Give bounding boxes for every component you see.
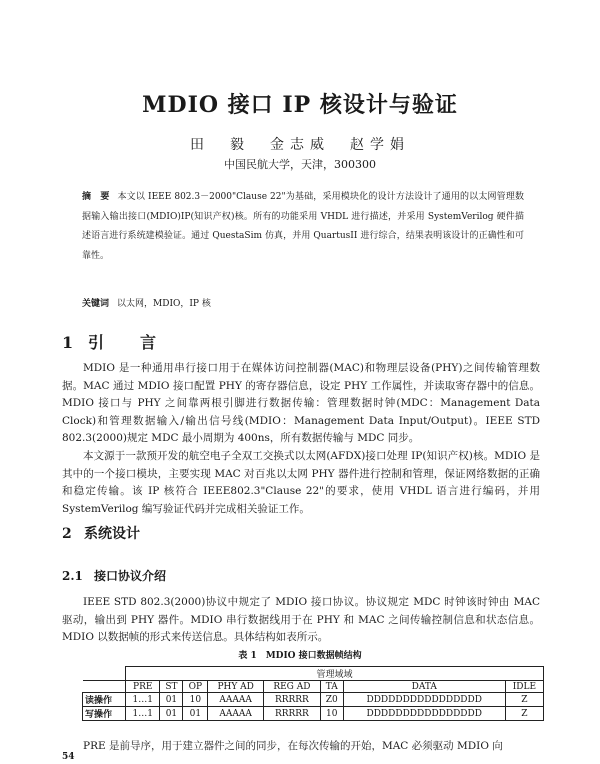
bottom-paragraph: PRE 是前导序，用于建立器件之间的同步，在每次传输的开始，MAC 必须驱动 MDIO 向 (83, 740, 503, 752)
table-header: OP (183, 681, 208, 693)
table-group-header-row (83, 667, 544, 681)
section-1-title: 引 言 (88, 333, 167, 352)
section-1-number: 1 (62, 333, 74, 352)
table-row (83, 693, 544, 707)
table-row-label: 写操作 (83, 707, 126, 721)
table-header: DATA (343, 681, 505, 693)
page-number: 54 (62, 752, 75, 762)
section-2-number: 2 (62, 526, 72, 542)
paper-title: MDIO 接口 IP 核设计与验证 (142, 92, 458, 118)
table-header: REG AD (264, 681, 321, 693)
table-cell: 1…1 (126, 707, 160, 721)
section-1-heading (62, 330, 166, 353)
table-cell: RRRRR (264, 707, 321, 721)
table-cell: AAAAA (208, 707, 264, 721)
section-2-1-heading (62, 567, 166, 584)
table-cell: DDDDDDDDDDDDDDDD (343, 707, 505, 721)
table-cell: Z0 (320, 693, 343, 707)
table-cell: RRRRR (264, 693, 321, 707)
table-header: IDLE (505, 681, 543, 693)
table-header-row (83, 681, 544, 693)
abstract (82, 188, 524, 266)
mdio-frame-table (82, 666, 544, 721)
abstract-text: 本文以 IEEE 802.3－2000"Clause 22"为基础，采用模块化的设计方法设计了通用的以太网管理数据输入输出接口(MDIO)IP(知识产权)核。所有的功能采用 VHDL 进行描述，并采用 SystemVerilog 硬件描述语言进行系统建模验证。通过 QuestaSim 仿真，并用 QuartusII 进行综合，结果表明该设计的正确性和可靠性。 (82, 192, 524, 261)
table-cell: Z (505, 707, 543, 721)
authors: 田 毅 金志威 赵学娟 (190, 137, 410, 153)
table-group-header: 管理域域 (126, 667, 544, 681)
section-1-paragraph-2: 本文源于一款预开发的航空电子全双工交换式以太网(AFDX)接口处理 IP(知识产权)核。MDIO 是其中的一个接口模块，主要实现 MAC 对百兆以太网 PHY 器件进行控制和管理，保证网络数据的正确和稳定传输。该 IP 核符合 IEEE802.3"Clause 22"的要求，使用 VHDL 语言进行编码，并用 SystemVerilog 编写验证代码并完成相关验证工作。 (62, 450, 540, 515)
abstract-label: 摘 要 (82, 192, 110, 202)
table-row (83, 707, 544, 721)
affiliation: 中国民航大学，天津，300300 (224, 158, 376, 171)
section-2-1-number: 2.1 (62, 569, 83, 583)
table-cell: 01 (183, 707, 208, 721)
section-2-1-title: 接口协议介绍 (94, 569, 167, 583)
table-cell: 1…1 (126, 693, 160, 707)
table-cell: 01 (160, 707, 183, 721)
table-header: PHY AD (208, 681, 264, 693)
table-header: TA (320, 681, 343, 693)
keywords (82, 296, 524, 309)
table-cell: 10 (320, 707, 343, 721)
table-row-label: 读操作 (83, 693, 126, 707)
section-2-title: 系统设计 (84, 526, 140, 542)
keywords-label: 关键词 (82, 299, 110, 309)
table-cell: 01 (160, 693, 183, 707)
keywords-text: 以太网，MDIO，IP 核 (117, 299, 211, 309)
table-cell: 10 (183, 693, 208, 707)
section-2-1-paragraph-1: IEEE STD 802.3(2000)协议中规定了 MDIO 接口协议。协议规定 MDC 时钟该时钟由 MAC 驱动，输出到 PHY 器件。MDIO 串行数据线用于在 PHY 和 MAC 之间传输控制信息和状态信息。MDIO 以数据帧的形式来传送信息。具体结构如表所示。 (62, 596, 540, 643)
section-2-heading (62, 523, 140, 543)
table-caption: 表 1 MDIO 接口数据帧结构 (238, 651, 362, 661)
table-header: ST (160, 681, 183, 693)
section-1-paragraph-1: MDIO 是一种通用串行接口用于在媒体访问控制器(MAC)和物理层设备(PHY)之间传输管理数据。MAC 通过 MDIO 接口配置 PHY 的寄存器信息，设定 PHY 工作属性，并读取寄存器中的信息。MDIO 接口与 PHY 之间靠两根引脚进行数据传输：管理数据时钟(MDC：Management Data Clock)和管理数据输入/输出信号线(MDIO：Management Data Input/Output)。IEEE STD 802.3(2000)规定 MDC 最小周期为 400ns，所有数据传输与 MDC 同步。 (62, 362, 540, 444)
table-header: PRE (126, 681, 160, 693)
table-cell: Z (505, 693, 543, 707)
table-cell: AAAAA (208, 693, 264, 707)
table-cell: DDDDDDDDDDDDDDDD (343, 693, 505, 707)
